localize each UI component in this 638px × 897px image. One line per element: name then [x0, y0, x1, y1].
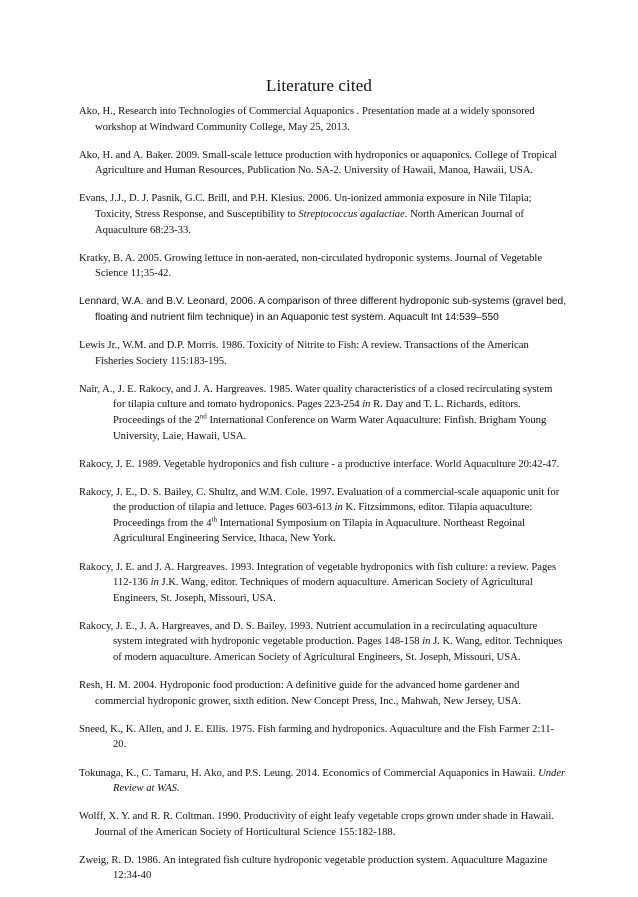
reference-first-line: Sneed, K., K. Allen, and J. E. Ellis. 1975. Fish farming and hydroponics. Aquaculture and the Fish Farmer 2:11- [79, 723, 555, 735]
reference-continuation: floating and nutrient film technique) in an Aquaponic test system. Aquacult Int 14:539–550 [95, 311, 499, 323]
reference-continuation: commercial hydroponic grower, sixth edition. New Concept Press, Inc., Mahwah, New Jersey, USA. [95, 695, 522, 707]
reference-continuation: Aquaculture 68:23-33. [95, 224, 191, 236]
reference-text: 112-136 [113, 577, 151, 589]
reference-continuation: Journal of the American Society of Horticultural Science 155:182-188. [95, 826, 396, 838]
reference-first-line: Rakocy, J. E. and J. A. Hargreaves. 1993. Integration of vegetable hydroponics with fish culture: a review. Pages [79, 561, 557, 573]
reference-text: R. Day and T. L. Richards, editors. [370, 399, 521, 411]
page-title: Literature cited [266, 76, 372, 95]
reference-item [79, 148, 579, 179]
reference-item [79, 853, 579, 884]
reference-first-line: Resh, H. M. 2004. Hydroponic food production: A definitive guide for the advanced home gardener and [79, 680, 520, 692]
reference-text: K. Fitzsimmons, editor. Tilapia aquaculture: [342, 502, 533, 514]
reference-continuation [79, 634, 579, 650]
reference-item [79, 619, 579, 666]
species-name: Streptococcus agalactiae [298, 208, 405, 220]
reference-item [79, 294, 579, 325]
italic-status: Review at WAS. [113, 783, 180, 795]
reference-first-line: Evans, J.J., D. J. Pasnik, G.C. Brill, and P.H. Klesius. 2006. Un-ionized ammonia exposure in Nile Tilapia; [79, 193, 532, 205]
ordinal-suffix: nd [199, 412, 207, 421]
reference-item [79, 338, 579, 369]
reference-item [79, 678, 579, 709]
reference-text: J.K. Wang, editor. Techniques of modern aquaculture. American Society of Agricultural [158, 577, 533, 589]
italic-in: in [362, 399, 371, 411]
reference-item [79, 766, 579, 797]
reference-item [79, 191, 579, 238]
reference-first-line [79, 766, 579, 782]
reference-first-line: Rakocy, J. E. 1989. Vegetable hydroponics and fish culture - a productive interface. World Aquaculture 20:42-47. [79, 458, 560, 470]
reference-continuation: Fisheries Society 115:183-195. [95, 355, 227, 367]
italic-in: in [334, 502, 343, 514]
reference-text: International Conference on Warm Water Aquaculture: Finfish. Brigham Young [206, 414, 547, 426]
reference-text: Proceedings of the 2 [113, 414, 200, 426]
ordinal-suffix: th [211, 515, 218, 524]
reference-first-line: Rakocy, J. E., D. S. Bailey, C. Shultz, and W.M. Cole. 1997. Evaluation of a commercial-scale aquaponic unit for [79, 486, 560, 498]
reference-continuation: Agriculture and Human Resources, Publication No. SA-2. University of Hawaii, Manoa, Hawaii, USA. [95, 165, 534, 177]
reference-continuation: Engineers, St. Joseph, Missouri, USA. [113, 592, 276, 604]
reference-item [79, 382, 579, 444]
reference-continuation [79, 516, 579, 532]
reference-continuation: Agricultural Engineering Service, Ithaca, New York. [113, 533, 336, 545]
reference-continuation [79, 500, 579, 516]
reference-text: International Symposium on Tilapia in Aquaculture. Northeast Regoinal [217, 517, 526, 529]
reference-continuation: of modern aquaculture. American Society of Agricultural Engineers, St. Joseph, Missouri, USA. [113, 652, 521, 664]
reference-continuation [79, 781, 579, 797]
reference-continuation: 20. [113, 739, 127, 751]
italic-status: Under [538, 767, 566, 779]
reference-item [79, 251, 579, 282]
reference-continuation: workshop at Windward Community College, May 25, 2013. [95, 121, 350, 133]
reference-first-line: Wolff, X. Y. and R. R. Coltman. 1990. Productivity of eight leafy vegetable crops grown under shade in Hawaii. [79, 811, 554, 823]
reference-continuation: 12:34-40 [113, 870, 152, 882]
reference-first-line: Rakocy, J. E., J. A. Hargreaves, and D. S. Bailey. 1993. Nutrient accumulation in a recirculating aquaculture [79, 620, 538, 632]
reference-text: Toxicity, Stress Response, and Susceptibility to [95, 208, 299, 220]
reference-text: the production of tilapia and lettuce. Pages 603-613 [113, 502, 335, 514]
reference-item [79, 560, 579, 607]
reference-first-line: Zweig, R. D. 1986. An integrated fish culture hydroponic vegetable production system. Aquaculture Magazine [79, 854, 548, 866]
reference-text: for tilapia culture and tomato hydroponics. Pages 223-254 [113, 399, 363, 411]
reference-item [79, 104, 579, 135]
reference-first-line: Lewis Jr., W.M. and D.P. Morris. 1986. Toxicity of Nitrite to Fish: A review. Transactions of the American [79, 340, 529, 352]
reference-text: . North American Journal of [404, 208, 524, 220]
reference-continuation [79, 397, 579, 413]
reference-text: Proceedings from the 4 [113, 517, 212, 529]
reference-continuation [79, 413, 579, 429]
reference-continuation [79, 207, 579, 223]
reference-first-line: Kratky, B. A. 2005. Growing lettuce in non-aerated, non-circulated hydroponic systems. Journal of Vegetable [79, 252, 543, 264]
reference-first-line: Ako, H., Research into Technologies of Commercial Aquaponics . Presentation made at a widely sponsored [79, 106, 535, 117]
reference-continuation [79, 575, 579, 591]
reference-item [79, 809, 579, 840]
reference-item [79, 457, 579, 473]
reference-continuation: Science 11;35-42. [95, 268, 172, 280]
reference-item [79, 485, 579, 547]
reference-item [79, 722, 579, 753]
reference-first-line: Nair, A., J. E. Rakocy, and J. A. Hargreaves. 1985. Water quality characteristics of a closed recirculating system [79, 383, 553, 395]
reference-text: Tokunaga, K., C. Tamaru, H. Ako, and P.S. Leung. 2014. Economics of Commercial Aquaponics in Hawaii. [79, 767, 539, 779]
italic-in: in [150, 577, 159, 589]
reference-list [79, 104, 579, 897]
reference-continuation: University, Laie, Hawaii, USA. [113, 430, 247, 442]
reference-text: J. K. Wang, editor. Techniques [430, 636, 563, 648]
reference-first-line: Ako, H. and A. Baker. 2009. Small-scale lettuce production with hydroponics or aquaponics. College of Tropical [79, 149, 558, 161]
reference-text: system integrated with hydroponic vegetable production. Pages 148-158 [113, 636, 423, 648]
reference-first-line: Lennard, W.A. and B.V. Leonard, 2006. A comparison of three different hydroponic sub-systems (gravel bed, [79, 296, 567, 308]
italic-in: in [422, 636, 431, 648]
